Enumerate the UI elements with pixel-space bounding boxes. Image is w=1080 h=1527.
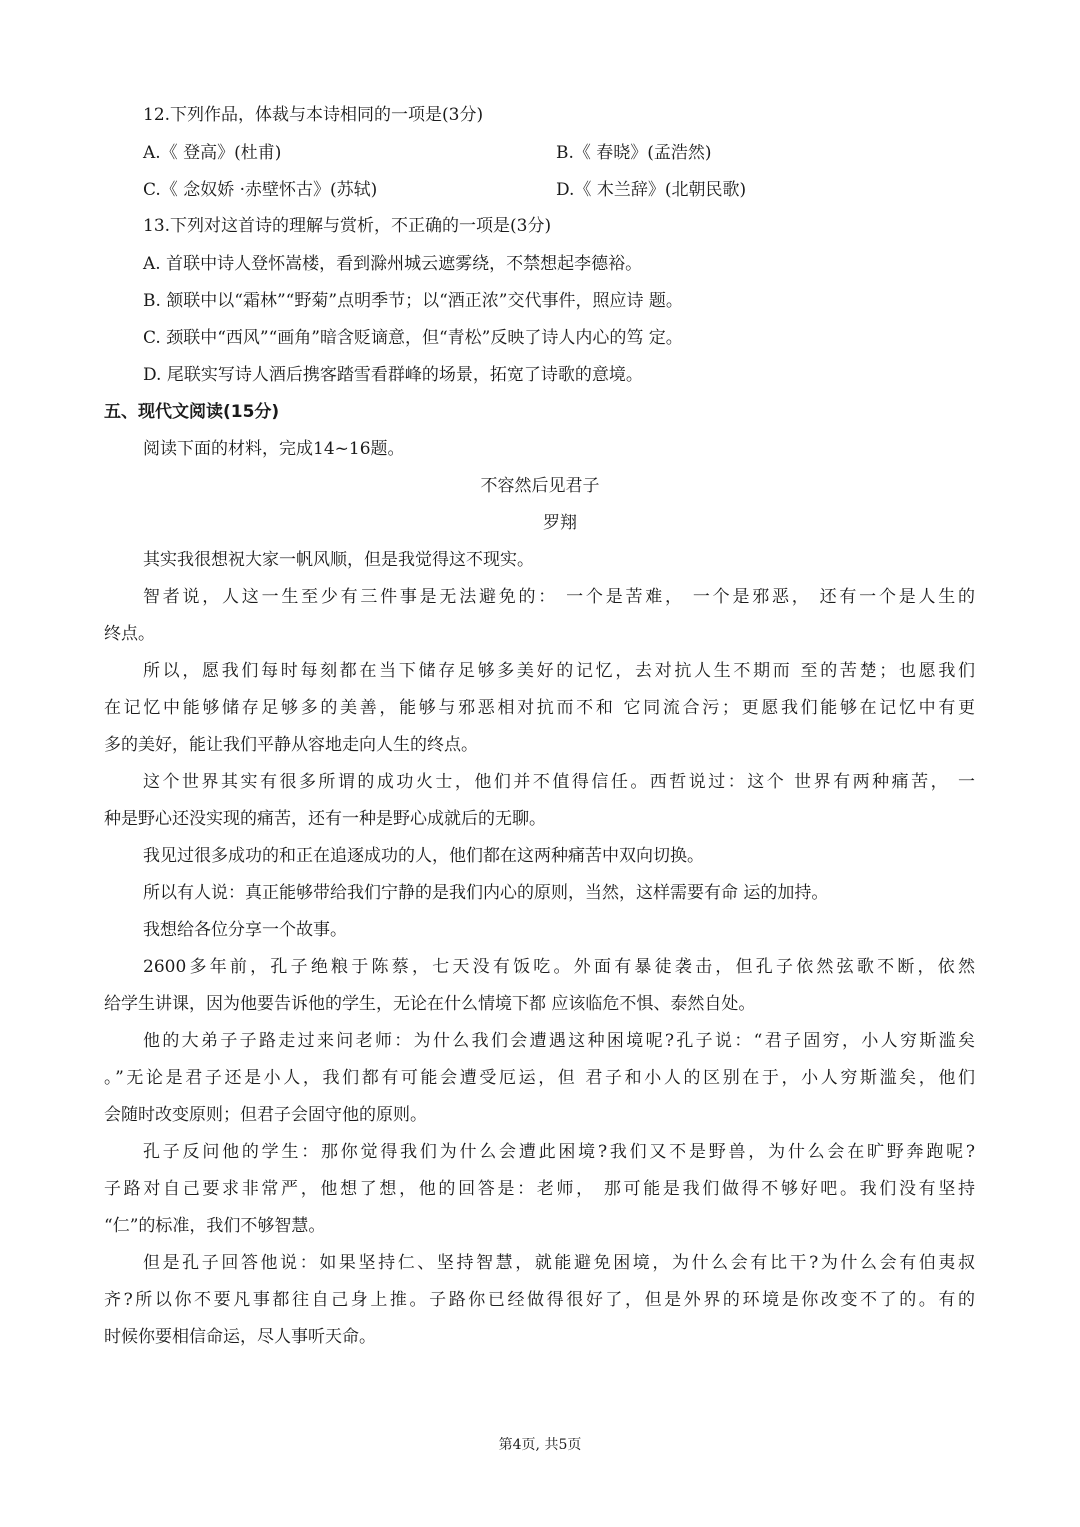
article-line: 种是野心还没实现的痛苦，还有一种是野心成就后的无聊。 — [104, 809, 546, 829]
article-line: 2600多年前，孔子绝粮于陈蔡，七天没有饭吃。外面有暴徒袭击，但孔子依然弦歌不断，依然 — [143, 957, 975, 977]
q12-option-c: C.《 念奴娇 ·赤壁怀古》(苏轼) — [143, 180, 378, 200]
reading-instruction: 阅读下面的材料，完成14~16题。 — [143, 439, 405, 459]
q13-stem: 13.下列对这首诗的理解与赏析，不正确的一项是(3分) — [143, 216, 552, 236]
article-line: 孔子反问他的学生：那你觉得我们为什么会遭此困境?我们又不是野兽，为什么会在旷野奔跑呢? — [143, 1142, 975, 1162]
article-line: “仁”的标准，我们不够智慧。 — [104, 1216, 326, 1236]
page-number: 第4页, 共5页 — [498, 1437, 582, 1453]
q13-option-d: D. 尾联实写诗人酒后携客踏雪看群峰的场景，拓宽了诗歌的意境。 — [143, 365, 643, 385]
article-line: 多的美好，能让我们平静从容地走向人生的终点。 — [104, 735, 478, 755]
q13-option-a: A. 首联中诗人登怀嵩楼，看到滁州城云遮雾绕，不禁想起李德裕。 — [143, 254, 643, 274]
section-heading: 五、现代文阅读(15分) — [104, 402, 280, 422]
article-line: 子路对自己要求非常严，他想了想，他的回答是：老师， 那可能是我们做得不够好吧。我们没有坚持 — [104, 1179, 975, 1199]
article-line: 时候你要相信命运，尽人事听天命。 — [104, 1327, 376, 1347]
article-line: 会随时改变原则；但君子会固守他的原则。 — [104, 1105, 427, 1125]
article-line: 智者说，人这一生至少有三件事是无法避免的： 一个是苦难， 一个是邪恶， 还有一个是人生的 — [143, 587, 975, 607]
article-line: 给学生讲课，因为他要告诉他的学生，无论在什么情境下都 应该临危不惧、泰然自处。 — [104, 994, 756, 1014]
article-line: 我见过很多成功的和正在追逐成功的人，他们都在这两种痛苦中双向切换。 — [143, 846, 704, 866]
q13-option-b: B. 颔联中以“霜林”“野菊”点明季节；以“酒正浓”交代事件，照应诗 题。 — [143, 291, 683, 311]
q12-option-d: D.《 木兰辞》(北朝民歌) — [556, 180, 747, 200]
article-line: 。”无论是君子还是小人，我们都有可能会遭受厄运，但 君子和小人的区别在于，小人穷斯滥矣，他们 — [104, 1068, 975, 1088]
q12-option-a: A.《 登高》(杜甫) — [143, 143, 282, 163]
article-line: 齐?所以你不要凡事都往自己身上推。子路你已经做得很好了，但是外界的环境是你改变不了的。有的 — [104, 1290, 975, 1310]
article-author: 罗翔 — [543, 513, 577, 533]
article-line: 所以，愿我们每时每刻都在当下储存足够多美好的记忆，去对抗人生不期而 至的苦楚；也愿我们 — [143, 661, 975, 681]
article-line: 他的大弟子子路走过来问老师：为什么我们会遭遇这种困境呢?孔子说：“君子固穷，小人穷斯滥矣 — [143, 1031, 975, 1051]
article-line: 其实我很想祝大家一帆风顺，但是我觉得这不现实。 — [143, 550, 534, 570]
article-line: 这个世界其实有很多所谓的成功火士，他们并不值得信任。西哲说过：这个 世界有两种痛苦， 一 — [143, 772, 975, 792]
article-line: 我想给各位分享一个故事。 — [143, 920, 347, 940]
q12-stem: 12.下列作品，体裁与本诗相同的一项是(3分) — [143, 105, 484, 125]
article-title: 不容然后见君子 — [480, 476, 600, 496]
q13-option-c: C. 颈联中“西风”“画角”暗含贬谪意，但“青松”反映了诗人内心的笃 定。 — [143, 328, 683, 348]
article-line: 终点。 — [104, 624, 155, 644]
q12-option-b: B.《 春晓》(孟浩然) — [556, 143, 712, 163]
article-line: 所以有人说：真正能够带给我们宁静的是我们内心的原则，当然，这样需要有命 运的加持。 — [143, 883, 829, 903]
article-line: 但是孔子回答他说：如果坚持仁、坚持智慧，就能避免困境，为什么会有比干?为什么会有伯夷叔 — [143, 1253, 975, 1273]
article-line: 在记忆中能够储存足够多的美善，能够与邪恶相对抗而不和 它同流合污；更愿我们能够在记忆中有更 — [104, 698, 975, 718]
